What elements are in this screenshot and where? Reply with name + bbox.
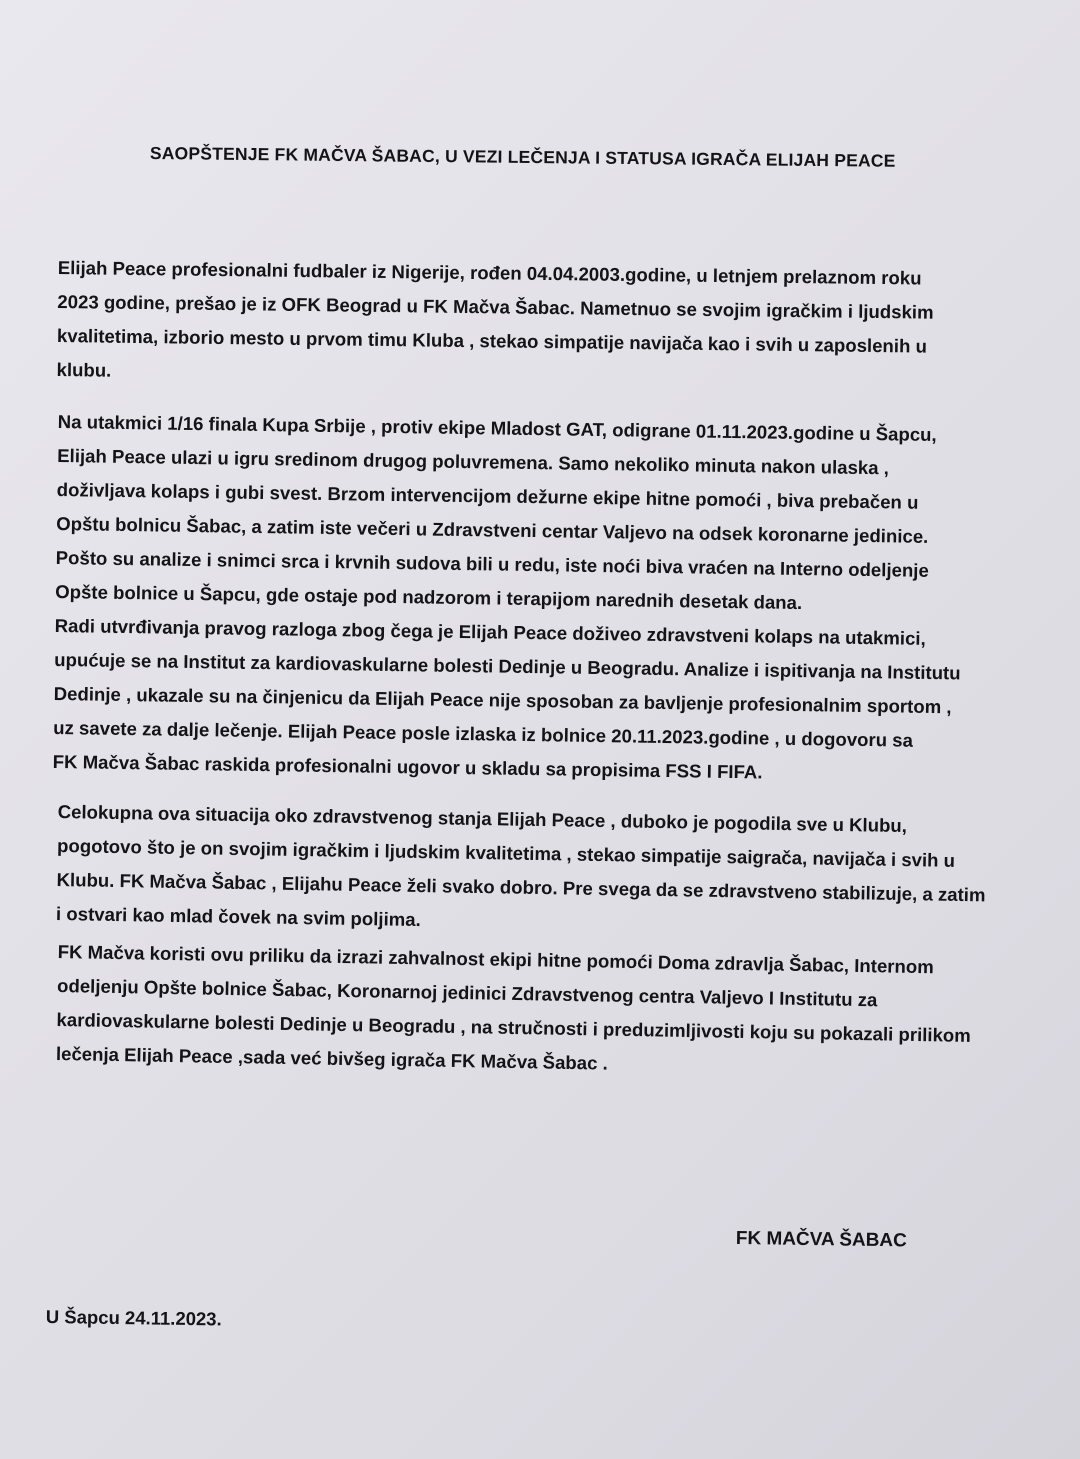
document-title: SAOPŠTENJE FK MAČVA ŠABAC, U VEZI LEČENJA I STATUSA IGRAČA ELIJAH PEACE <box>149 143 896 171</box>
paragraph-line: i ostvari kao mlad čovek na svim poljima. <box>55 902 421 931</box>
paragraph-gratitude <box>56 935 1043 1088</box>
paragraph-line: odeljenju Opšte bolnice Šabac, Koronarnoj jedinici Zdravstvenog centra Valjevo I Institutu za <box>56 974 878 1011</box>
paragraph-line: Klubu. FK Mačva Šabac , Elijahu Peace želi svako dobro. Pre svega da se zdravstveno stabilizuje, a zatim <box>56 868 986 906</box>
paragraph-line: Na utakmici 1/16 finala Kupa Srbije , protiv ekipe Mladost GAT, odigrane 01.11.2023.godine u Šapcu, <box>57 410 937 446</box>
paragraph-line: 2023 godine, prešao je iz OFK Beograd u FK Mačva Šabac. Nametnuo se svojim igračkim i ljudskim <box>57 290 934 323</box>
paragraph-line: Opšte bolnice u Šapcu, gde ostaje pod nadzorom i terapijom narednih desetak dana. <box>55 580 803 614</box>
paragraph-line: FK Mačva Šabac raskida profesionalni ugovor u skladu sa propisima FSS I FIFA. <box>52 750 763 783</box>
paragraph-line: Radi utvrđivanja pravog razloga zbog čega je Elijah Peace doživeo zdravstveni kolaps na utakmici, <box>54 614 926 649</box>
place-and-date: U Šapcu 24.11.2023. <box>45 1306 222 1330</box>
paragraph-line: Elijah Peace profesionalni fudbaler iz Nigerije, rođen 04.04.2003.godine, u letnjem prelaznom roku <box>57 256 922 289</box>
paragraph-line: Dedinje , ukazale su na činjenicu da Elijah Peace nije sposoban za bavljenje profesionalnim sportom , <box>53 682 952 718</box>
paragraph-incident <box>52 405 1042 794</box>
paragraph-line: upućuje se na Institut za kardiovaskularne bolesti Dedinje u Beogradu. Analize i ispitivanja na Institutu <box>54 648 961 684</box>
paragraph-line: pogotovo što je on svojim igračkim i ljudskim kvalitetima , stekao simpatije saigrača, navijača i svih u <box>56 834 956 871</box>
paragraph-line: klubu. <box>56 358 112 381</box>
paragraph-line: Elijah Peace ulazi u igru sredinom drugog poluvremena. Samo nekoliko minuta nakon ulaska , <box>57 444 890 479</box>
paragraph-sympathy <box>56 795 1043 947</box>
club-signature: FK MAČVA ŠABAC <box>735 1228 907 1252</box>
paragraph-transfer <box>56 251 1043 399</box>
paragraph-line: doživljava kolaps i gubi svest. Brzom intervencijom dežurne ekipe hitne pomoći , biva prebačen u <box>56 478 919 513</box>
paragraph-line: kardiovaskularne bolesti Dedinje u Beogradu , na stručnosti i preduzimljivosti koju su pokazali prilikom <box>56 1008 971 1046</box>
paragraph-line: uz savete za dalje lečenje. Elijah Peace posle izlaska iz bolnice 20.11.2023.godine , u dogovoru sa <box>53 716 914 751</box>
paragraph-line: Opštu bolnicu Šabac, a zatim iste večeri u Zdravstveni centar Valjevo na odsek koronarne jedinice. <box>56 512 929 547</box>
paragraph-line: lečenja Elijah Peace ,sada već bivšeg igrača FK Mačva Šabac . <box>55 1042 608 1074</box>
paragraph-line: kvalitetima, izborio mesto u prvom timu Kluba , stekao simpatije navijača kao i svih u zaposlenih u <box>56 324 928 357</box>
paragraph-line: Celokupna ova situacija oko zdravstvenog stanja Elijah Peace , duboko je pogodila sve u Klubu, <box>57 800 908 837</box>
paragraph-line: FK Mačva koristi ovu priliku da izrazi zahvalnost ekipi hitne pomoći Doma zdravlja Šabac, Internom <box>57 940 934 978</box>
paragraph-line: Pošto su analize i snimci srca i krvnih sudova bili u redu, iste noći biva vraćen na Interno odeljenje <box>55 546 929 581</box>
